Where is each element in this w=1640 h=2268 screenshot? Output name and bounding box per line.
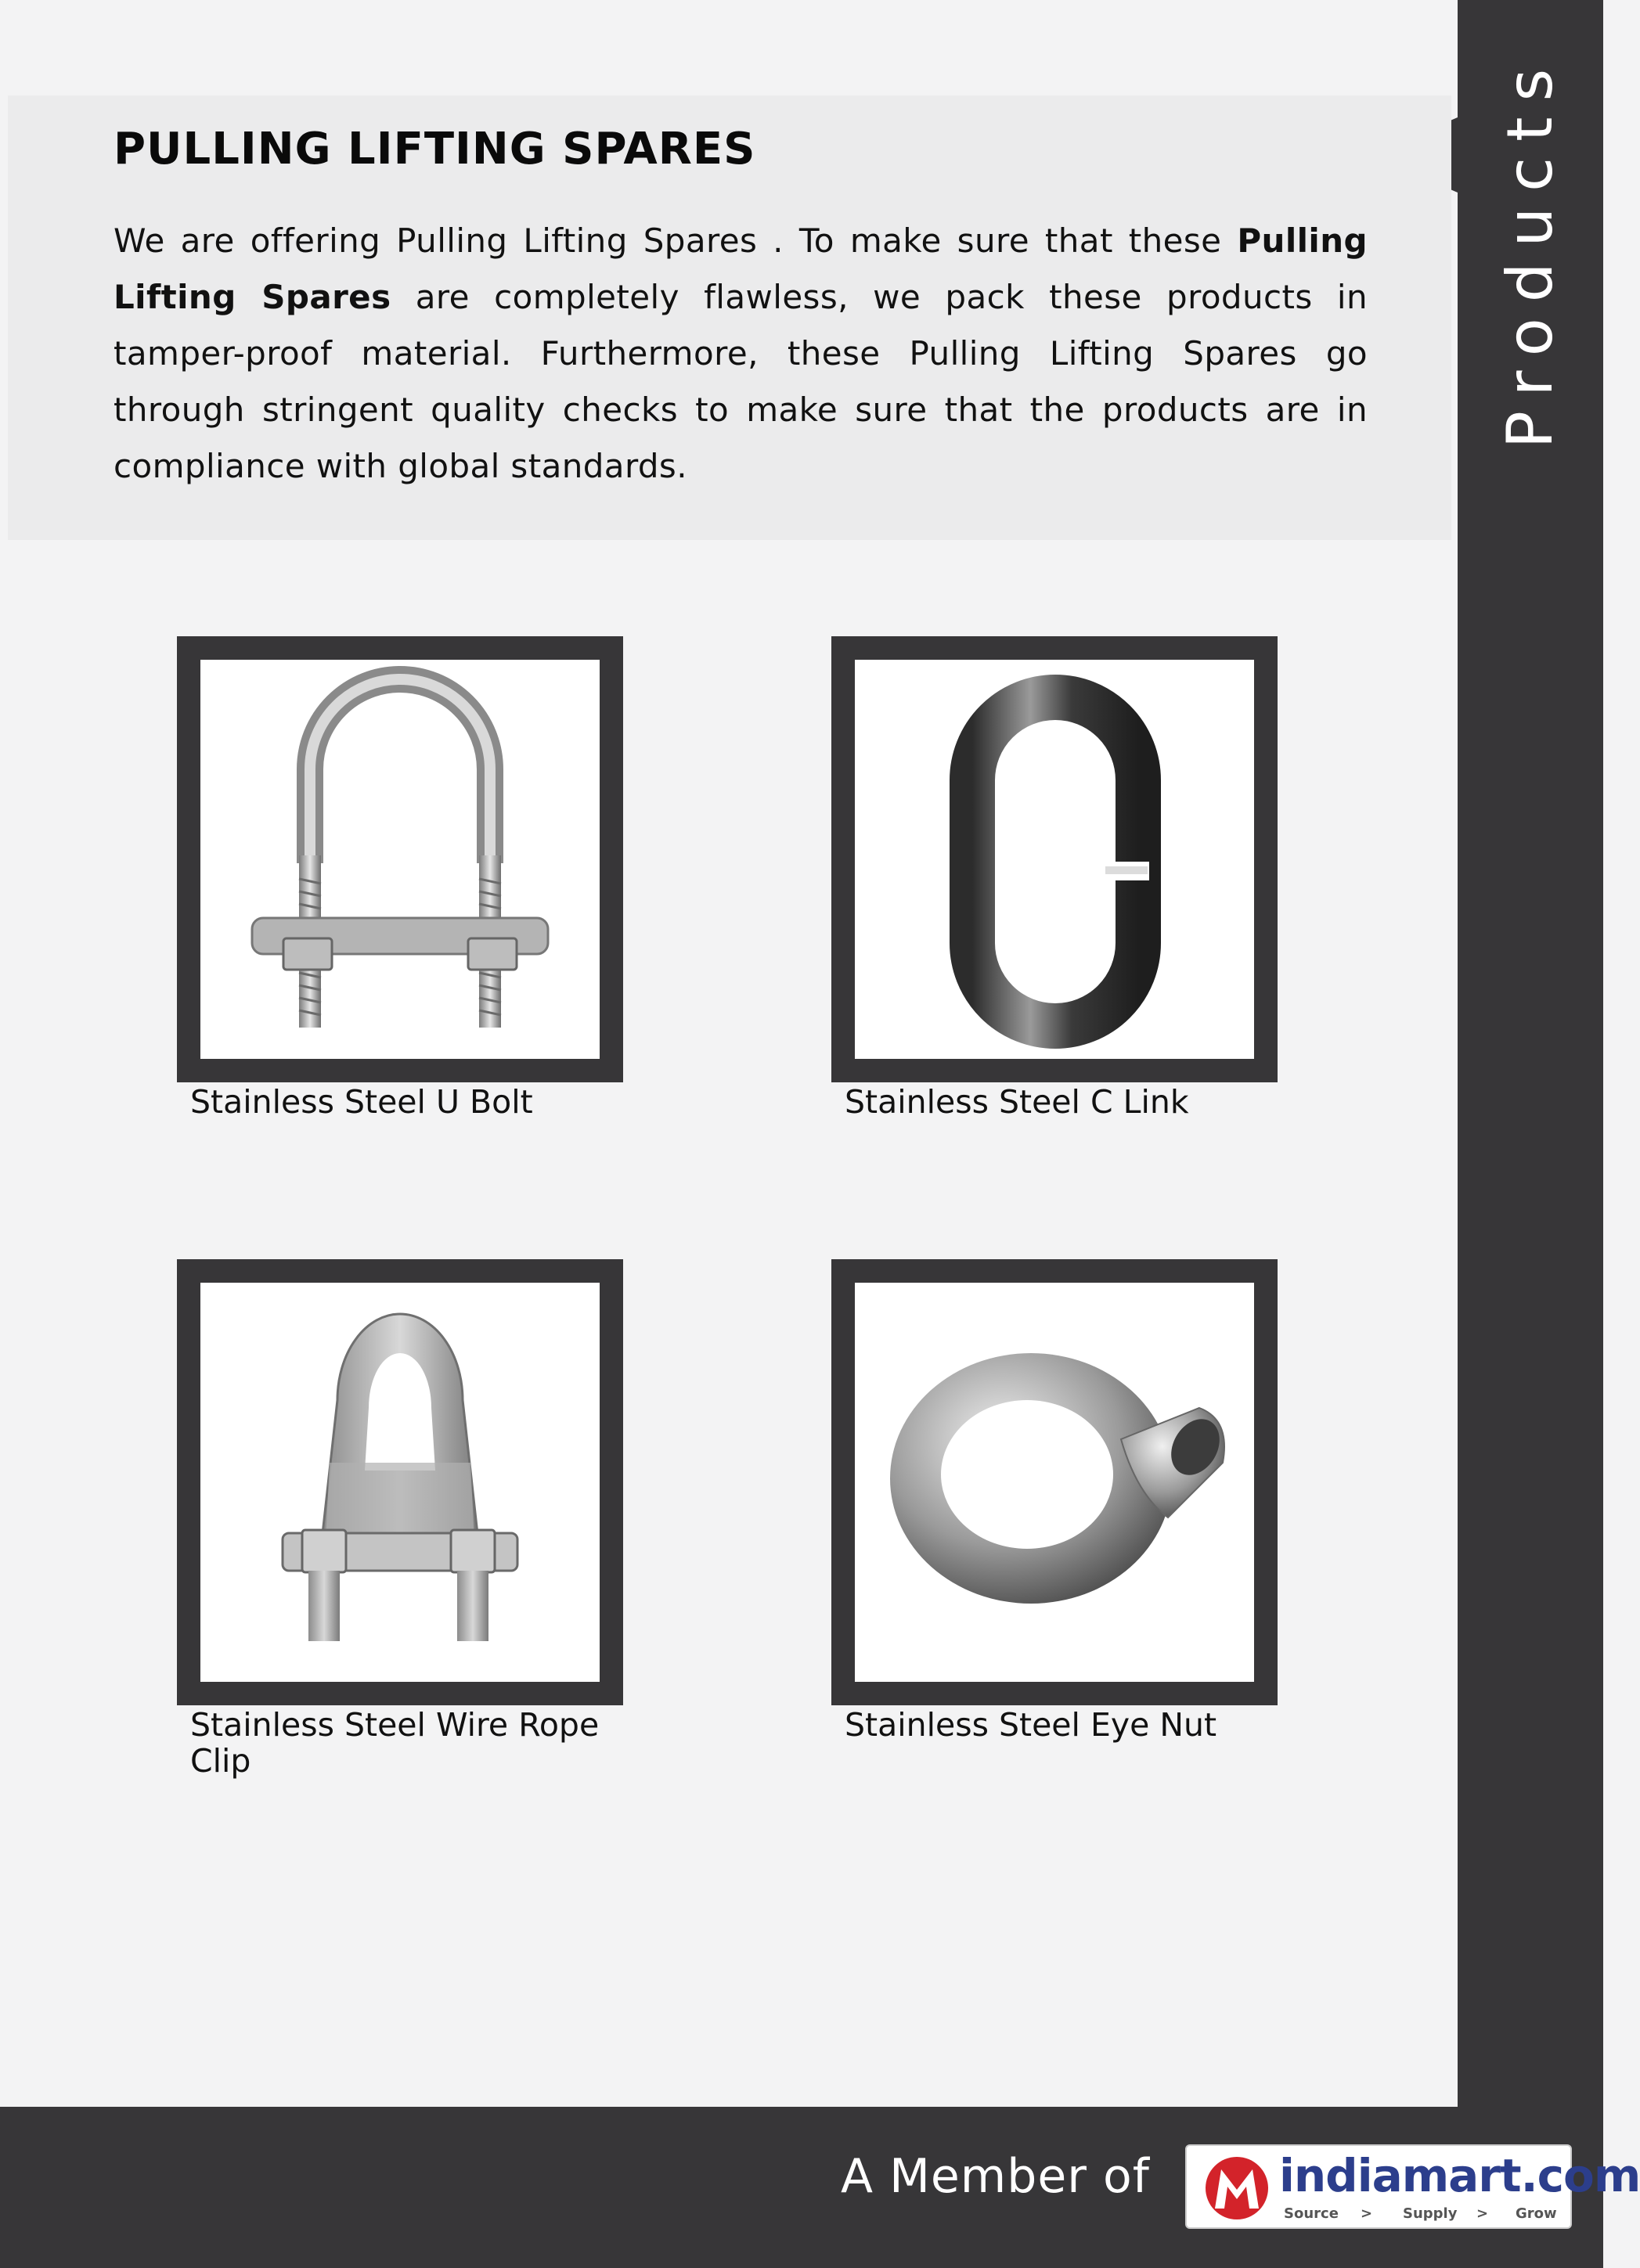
logo-tag-sep: > — [1476, 2205, 1489, 2222]
wire-rope-clip-image — [200, 1283, 600, 1682]
logo-tag-sep: > — [1361, 2205, 1373, 2222]
u-bolt-image — [200, 660, 600, 1059]
desc-bold-term: Pulling Lifting Spares — [114, 221, 1368, 316]
desc-text-1: We are offering Pulling Lifting Spares . To make sure that these — [114, 221, 1238, 260]
sidebar-label: Products — [1494, 52, 1567, 448]
logo-tag-grow: Grow — [1516, 2205, 1557, 2222]
indiamart-m-icon — [1198, 2154, 1276, 2221]
product-card[interactable] — [177, 1259, 623, 1779]
indiamart-logo[interactable] — [1185, 2144, 1640, 2229]
product-photo — [855, 660, 1254, 1059]
page-title: PULLING LIFTING SPARES — [114, 124, 756, 175]
product-photo — [200, 660, 600, 1059]
product-name: Stainless Steel Wire Rope Clip — [190, 1706, 600, 1780]
product-photo — [200, 1283, 600, 1682]
indiamart-wordmark: indiamart.com — [1279, 2149, 1640, 2202]
desc-text-2: are completely flawless, we pack these products in tamper-proof material. Furthermore, these Pulling Lifting Spares go through stringent quality checks to make sure that the products are in compliance with global standards. — [114, 278, 1368, 485]
sidebar-label-wrap — [1458, 31, 1603, 470]
logo-tag-source: Source — [1284, 2205, 1339, 2222]
product-name: Stainless Steel U Bolt — [190, 1083, 533, 1121]
product-frame — [177, 1259, 623, 1705]
product-frame — [831, 636, 1278, 1082]
logo-tag-supply: Supply — [1403, 2205, 1458, 2222]
product-photo — [855, 1283, 1254, 1682]
product-card[interactable] — [177, 636, 623, 1120]
product-card[interactable] — [831, 1259, 1278, 1743]
product-frame — [831, 1259, 1278, 1705]
c-link-image — [855, 660, 1254, 1059]
product-frame — [177, 636, 623, 1082]
intro-description — [114, 213, 1368, 495]
member-text: A Member of — [841, 2149, 1150, 2204]
product-name: Stainless Steel C Link — [845, 1083, 1189, 1121]
product-name: Stainless Steel Eye Nut — [845, 1706, 1217, 1744]
product-card[interactable] — [831, 636, 1278, 1120]
eye-nut-image — [855, 1283, 1254, 1682]
